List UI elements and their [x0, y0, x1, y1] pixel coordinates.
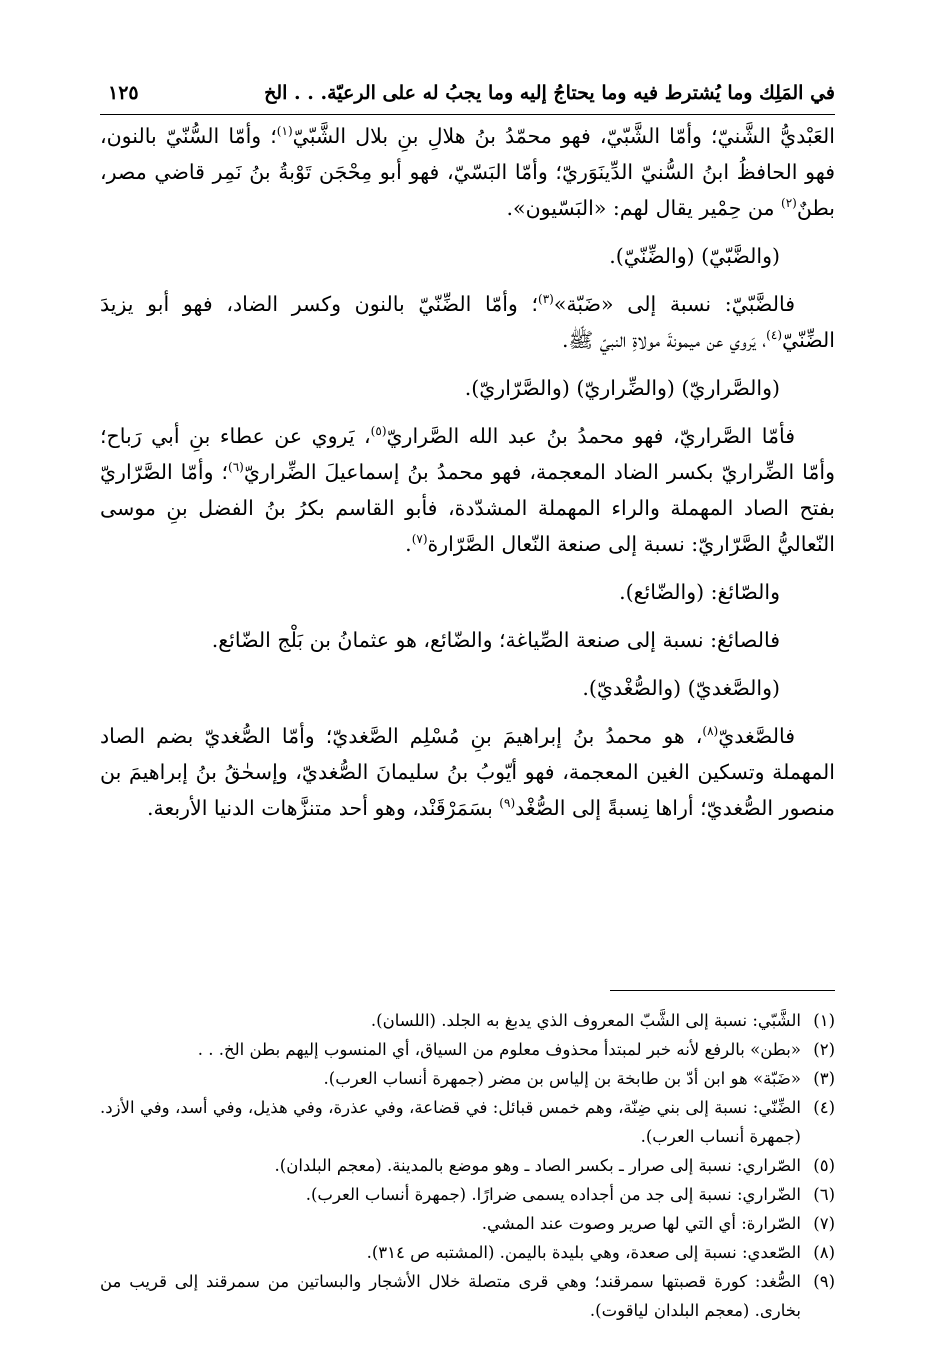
- footnote-divider: [610, 990, 835, 991]
- page-header: [100, 78, 835, 115]
- footnote-number: (٨): [813, 1243, 835, 1262]
- footnote-number: (٤): [813, 1098, 835, 1117]
- footnote-number: (٧): [813, 1214, 835, 1233]
- subheading-text: (والصَّغديّ) (والصُّغْديّ).: [582, 676, 780, 700]
- footnote-ref: (٦): [228, 460, 244, 475]
- footnote-text: الصّعدي: نسبة إلى صعدة، وهي بليدة باليمن. (المشتبه ص ٣١٤).: [366, 1243, 801, 1262]
- paragraph: [100, 622, 835, 658]
- footnote: [100, 1006, 835, 1035]
- paragraph: [100, 118, 835, 226]
- subheading-text: والصّائغ: (والضّائع).: [619, 580, 780, 604]
- footnote-ref: (٨): [702, 724, 719, 739]
- footnote-text: «بطن» بالرفع لأنه خبر لمبتدأ محذوف معلوم من السياق، أي المنسوب إليهم بطن الخ. . .: [197, 1040, 801, 1059]
- footnote-number: (١): [813, 1011, 835, 1030]
- footnote-text: الصُّغد: كورة قصبتها سمرقند؛ وهي قرى متصلة خلال الأشجار والبساتين من سمرقند إلى قريب من بخارى. (معجم البلدان لياقوت).: [100, 1272, 801, 1320]
- subheading: [100, 238, 835, 274]
- footnote: [100, 1035, 835, 1064]
- main-text: [100, 124, 835, 838]
- footnote: [100, 1093, 835, 1151]
- subheading: [100, 574, 835, 610]
- footnote-number: (٦): [813, 1185, 835, 1204]
- footnote: [100, 1151, 835, 1180]
- paragraph-text: .: [405, 532, 412, 556]
- paragraph-text: فأمّا الصَّراريّ، فهو محمدُ بنُ عبد الله الصَّراريّ: [386, 424, 795, 448]
- paragraph-text: ، هو محمدُ بنُ إبراهيمَ بنِ مُسْلِم الصَّغديّ؛ وأمّا الصُّغديّ بضم الصاد المهملة وتسكين الغين المعجمة، فهو أيّوبُ بنُ سليمانَ الصُّغديّ، وإسحٰقُ بنُ إبراهيمَ بن منصور الصُّغديّ؛ أراها نِسبةً إلى الصُّغْد: [100, 724, 835, 820]
- footnote-text: الشَّبّي: نسبة إلى الشَّبّ المعروف الذي يدبغ به الجلد. (اللسان).: [370, 1011, 801, 1030]
- footnote-ref: (٤): [766, 328, 782, 343]
- footnote-text: الضّراري: نسبة إلى جد من أجداده يسمى ضرارًا. (جمهرة أنساب العرب).: [305, 1185, 801, 1204]
- paragraph-text: فالصائغ: نسبة إلى صنعة الصِّياغة؛ والضّائع، هو عثمانُ بن بَلْج الضّائع.: [211, 628, 780, 652]
- footnote-ref: (٣): [538, 292, 554, 307]
- running-title: في المَلِك وما يُشترط فيه وما يحتاجُ إليه وما يجبُ له على الرعيّة. . . الخ: [264, 82, 835, 104]
- subheading: [100, 670, 835, 706]
- footnote-number: (٣): [813, 1069, 835, 1088]
- paragraph-text: ، يَروي عن عطاء بنِ أبي رَباح؛ وأمّا الضِّراريّ بكسر الضاد المعجمة، فهو محمدُ بنُ إسماعيلَ الضِّراريّ: [100, 424, 835, 484]
- footnote-text: «ضَبّة» هو ابن أدّ بن طابخة بن إلياس بن مضر (جمهرة أنساب العرب).: [323, 1069, 801, 1088]
- paragraph-text: ؛ وأمّا السُّنّيّ بالنون، فهو الحافظُ ابنُ السُّنيّ الدِّينَوَريّ؛ وأمّا البَسّيّ، فهو أبو مِحْجَن تَوْبةُ بنُ نَمِر قاضي مصر، بطنٌ: [100, 124, 835, 220]
- paragraph: [100, 286, 835, 358]
- footnote: [100, 1209, 835, 1238]
- footnote-ref: (٢): [781, 196, 797, 211]
- footnotes: [100, 1006, 835, 1325]
- footnote-ref: (٥): [370, 424, 387, 439]
- footnote: [100, 1180, 835, 1209]
- paragraph-text: ؛ وأمّا الضِّنّيّ بالنون وكسر الضاد، فهو أبو يزيدَ الضِّنّيّ: [100, 292, 835, 352]
- paragraph-text: ، يَروي عن ميمونةَ مولاةِ النبيّ ﷺ.: [561, 328, 767, 352]
- paragraph-text: ؛ وأمّا الصَّرّاريّ بفتح الصاد المهملة والراء المهملة المشدّدة، فأبو القاسم بكرُ بنُ الفضل بنِ موسى النّعاليُّ الصَّرّاريّ: نسبة إلى صنعة النّعال الصَّرّارة: [100, 460, 835, 556]
- paragraph-text: بسَمَرْقَنْد، وهو أحد متنزَّهات الدنيا الأربعة.: [147, 796, 500, 820]
- footnote-text: الضِّنّي: نسبة إلى بني ضِنّة، وهم خمس قبائل: في قضاعة، وفي عذرة، وفي هذيل، وفي أسد، وفي الأزد. (جمهرة أنساب العرب).: [100, 1098, 801, 1146]
- paragraph: [100, 718, 835, 826]
- footnote-ref: (١): [276, 124, 293, 139]
- paragraph-text: فالضَّبّيّ: نسبة إلى «ضَبّة»: [553, 292, 795, 316]
- footnote-number: (٢): [813, 1040, 835, 1059]
- subheading: [100, 370, 835, 406]
- page-number: ١٢٥: [108, 82, 139, 104]
- footnote-text: الصّرارة: أي التي لها صرير وصوت عند المشي.: [481, 1214, 801, 1233]
- footnote-ref: (٧): [411, 532, 428, 547]
- footnote-text: الصّراري: نسبة إلى صرار ـ بكسر الصاد ـ وهو موضع بالمدينة. (معجم البلدان).: [274, 1156, 801, 1175]
- footnote: [100, 1267, 835, 1325]
- paragraph-text: العَبْديُّ الشَّنيّ؛ وأمّا الشَّبّيّ، فهو محمّدُ بنُ هلالِ بنِ بلال الشَّبّيّ: [292, 124, 835, 148]
- footnote-ref: (٩): [499, 796, 516, 811]
- footnote: [100, 1238, 835, 1267]
- subheading-text: (والصَّراريّ) (والضِّراريّ) (والصَّرّاريّ).: [464, 376, 780, 400]
- footnote-number: (٥): [813, 1156, 835, 1175]
- footnote-number: (٩): [813, 1272, 835, 1291]
- paragraph: [100, 418, 835, 562]
- subheading-text: (والضَّبّيّ) (والضِّنّيّ).: [609, 244, 780, 268]
- paragraph-text: فالصَّغديّ: [718, 724, 795, 748]
- paragraph-text: من حِمْير يقال لهم: «البَسّيون».: [506, 196, 782, 220]
- footnote: [100, 1064, 835, 1093]
